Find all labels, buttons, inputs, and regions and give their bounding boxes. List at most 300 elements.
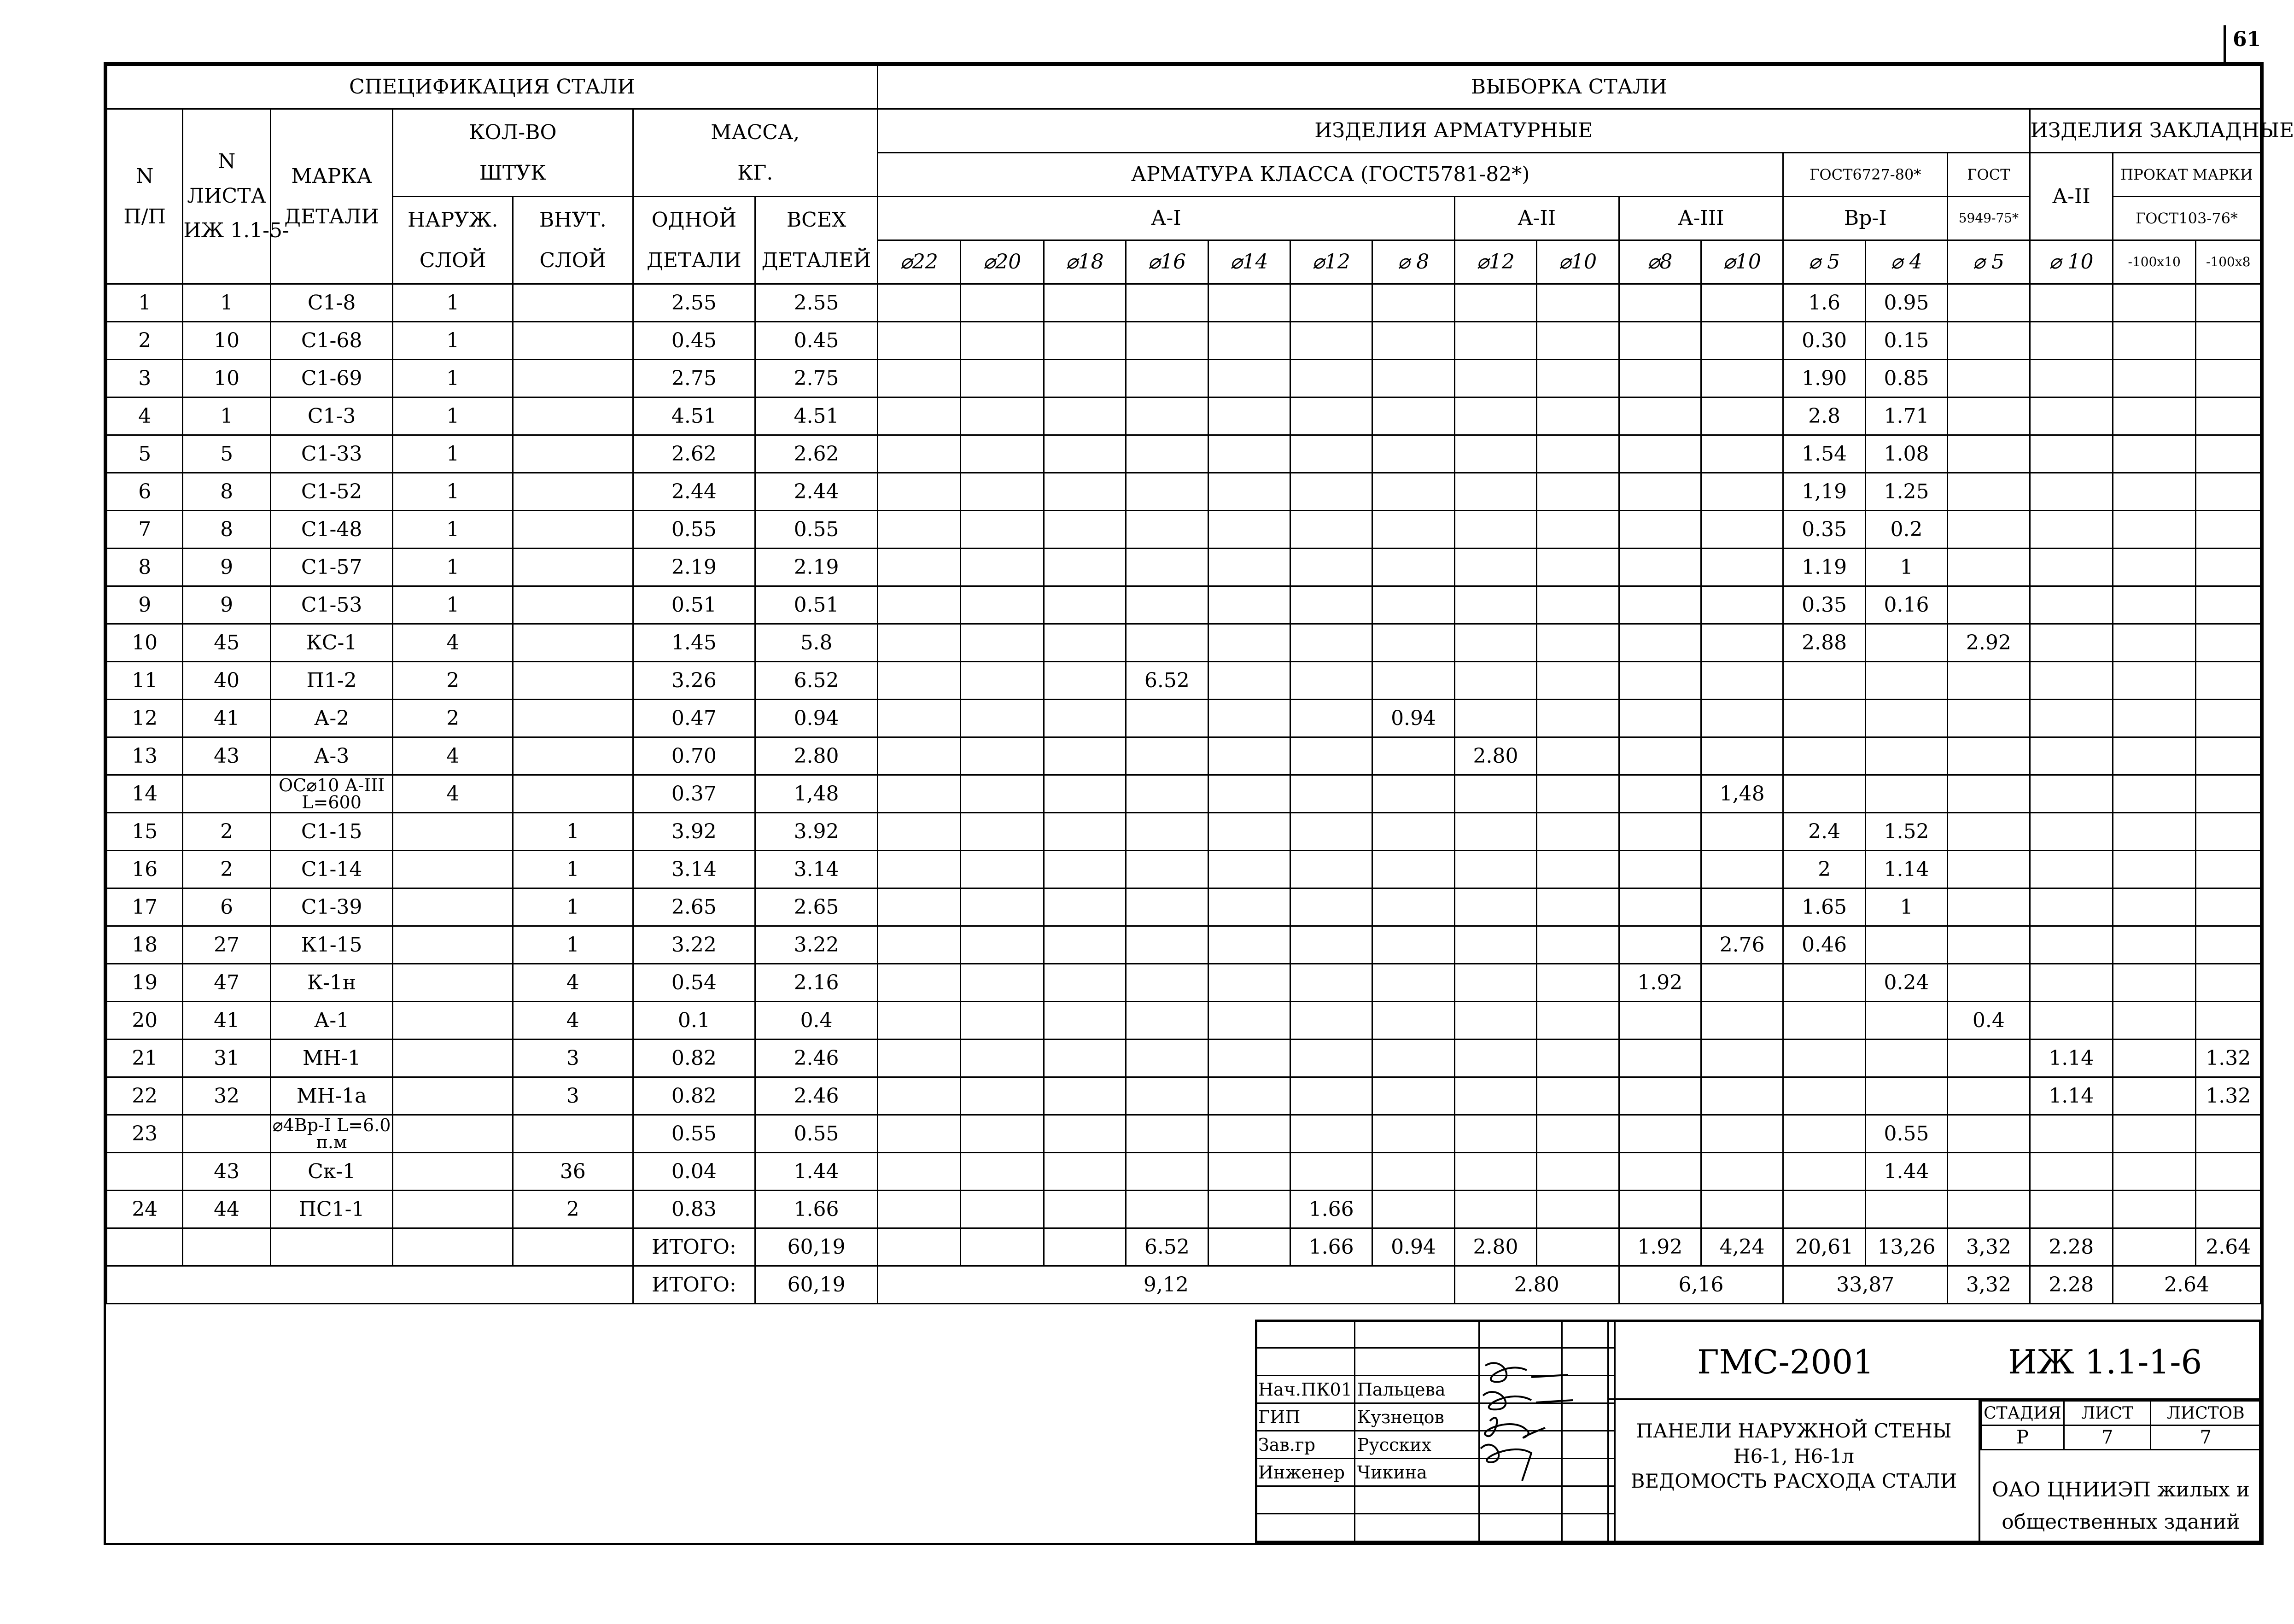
table-cell [1044,775,1126,813]
table-cell: 13 [107,737,183,775]
table-cell [877,700,960,737]
table-cell [961,888,1044,926]
table-cell [1372,1191,1454,1228]
table-cell [2030,1115,2113,1153]
gost5949-header: 5949-75* [1948,197,2030,240]
table-row [107,360,2261,397]
table-cell: 1 [393,511,513,549]
table-cell: 2.65 [755,888,878,926]
table-cell [1208,1115,1290,1153]
table-cell [1619,397,1701,435]
table-cell [2196,549,2261,586]
table-cell [393,813,513,851]
table-cell [1208,964,1290,1002]
table-cell: 41 [183,1002,270,1040]
table-cell: 8 [107,549,183,586]
table-cell [2196,1115,2261,1153]
spec-group-header: СПЕЦИФИКАЦИЯ СТАЛИ [107,65,878,109]
table-cell [1619,435,1701,473]
table-cell [1208,1191,1290,1228]
table-cell: 2.55 [633,284,755,322]
table-cell [2196,284,2261,322]
table-cell: 10 [107,624,183,662]
table-row [107,1115,2261,1153]
table-cell: 43 [183,1153,270,1191]
table-cell: А-2 [270,700,393,737]
table-cell [1126,511,1208,549]
table-cell: 41 [183,700,270,737]
table-cell [961,1191,1044,1228]
table-cell [2113,662,2196,700]
table-cell [513,322,633,360]
table-cell: 1 [393,397,513,435]
table-cell [1208,851,1290,888]
table-cell: 17 [107,888,183,926]
table-cell [1044,1077,1126,1115]
table-cell [1208,360,1290,397]
total-cell: 6.52 [1126,1228,1208,1266]
table-cell: 1 [107,284,183,322]
table-cell [2113,700,2196,737]
table-cell [1948,284,2030,322]
table-cell [1783,1153,1865,1191]
table-cell: 43 [183,737,270,775]
table-cell: 18 [107,926,183,964]
table-cell [2030,586,2113,624]
table-cell [961,775,1044,813]
table-cell [1865,737,1947,775]
table-cell [2030,1002,2113,1040]
table-cell: 3.14 [755,851,878,888]
table-cell [1701,473,1783,511]
table-cell: 44 [183,1191,270,1228]
table-cell [1537,1153,1619,1191]
table-cell: 3.14 [633,851,755,888]
table-cell [1537,322,1619,360]
table-cell [961,1040,1044,1077]
table-cell [877,964,960,1002]
table-cell [1948,1040,2030,1077]
table-cell: 1,48 [1701,775,1783,813]
table-cell: 3 [513,1040,633,1077]
table-cell [1948,322,2030,360]
table-cell: 1 [513,813,633,851]
table-cell: 7 [107,511,183,549]
table-cell: ОС⌀10 А-III L=600 [270,775,393,813]
table-cell [877,397,960,435]
table-cell [2030,851,2113,888]
table-cell: С1-57 [270,549,393,586]
table-cell [1290,964,1372,1002]
table-row [107,549,2261,586]
table-cell [1948,926,2030,964]
table-cell [961,851,1044,888]
table-cell [1126,964,1208,1002]
table-cell: 2.46 [755,1077,878,1115]
table-cell: МН-1 [270,1040,393,1077]
table-cell: 2.92 [1948,624,2030,662]
sheets-value: 7 [2151,1425,2261,1450]
table-cell [393,1077,513,1115]
table-cell [1126,888,1208,926]
table-cell [1537,624,1619,662]
table-cell [1372,851,1454,888]
table-cell [1372,322,1454,360]
diameter-header: ⌀ 10 [2030,240,2113,284]
table-cell [1783,700,1865,737]
table-cell [1454,435,1536,473]
table-cell [2030,662,2113,700]
total-cell [877,1228,960,1266]
table-cell [961,1115,1044,1153]
table-cell [1290,813,1372,851]
table-cell [1372,737,1454,775]
table-cell: 0.46 [1783,926,1865,964]
table-cell [877,775,960,813]
total-cell: 2.64 [2196,1228,2261,1266]
table-cell [1701,1040,1783,1077]
table-cell [1044,662,1126,700]
table-cell: МН-1а [270,1077,393,1115]
table-cell: 4 [393,775,513,813]
table-cell [2113,284,2196,322]
table-row [107,964,2261,1002]
table-cell: 0.45 [755,322,878,360]
table-cell [1372,549,1454,586]
diameter-header: ⌀20 [961,240,1044,284]
total-cell: 3,32 [1948,1228,2030,1266]
table-cell [1619,511,1701,549]
table-cell [1126,851,1208,888]
table-cell: К-1н [270,964,393,1002]
table-cell [1044,360,1126,397]
table-cell [1208,775,1290,813]
table-cell [961,435,1044,473]
col-mark-header: МАРКА ДЕТАЛИ [270,109,393,284]
table-cell: 45 [183,624,270,662]
table-cell [1619,322,1701,360]
table-cell [877,926,960,964]
table-cell [513,360,633,397]
table-cell: 2 [393,700,513,737]
total-cell: 1.66 [1290,1228,1372,1266]
table-cell: С1-48 [270,511,393,549]
table-cell [2113,737,2196,775]
table-cell [2196,1191,2261,1228]
table-cell [2030,624,2113,662]
table-cell [877,624,960,662]
table-cell: 5.8 [755,624,878,662]
table-cell [1290,322,1372,360]
table-cell [183,1115,270,1153]
table-cell: 4 [107,397,183,435]
a2-emb-header: А-II [2030,153,2113,240]
table-cell: 32 [183,1077,270,1115]
table-cell: 0.51 [755,586,878,624]
emb-products-header: ИЗДЕЛИЯ ЗАКЛАДНЫЕ [2030,109,2260,153]
table-cell [961,662,1044,700]
title-block [1255,1320,2261,1543]
table-cell [513,586,633,624]
table-cell: 2.4 [1783,813,1865,851]
table-cell [1290,511,1372,549]
table-cell [1454,1040,1536,1077]
table-cell [1619,1040,1701,1077]
table-cell: 1.44 [1865,1153,1947,1191]
table-cell [2196,813,2261,851]
table-cell [961,511,1044,549]
table-cell [2196,700,2261,737]
table-cell [107,1228,183,1266]
table-cell [2113,322,2196,360]
table-row [107,813,2261,851]
table-cell: 3.22 [633,926,755,964]
table-cell: Ск-1 [270,1153,393,1191]
diameter-header: -100x8 [2196,240,2261,284]
table-cell [1044,1002,1126,1040]
table-cell [2113,851,2196,888]
diameter-header: ⌀14 [1208,240,1290,284]
total-cell: 0.94 [1372,1228,1454,1266]
table-cell [2196,851,2261,888]
table-cell [393,1040,513,1077]
table-cell: А-3 [270,737,393,775]
sample-group-header: ВЫБОРКА СТАЛИ [877,65,2260,109]
table-cell: 3 [107,360,183,397]
table-cell [1290,926,1372,964]
table-cell [877,1191,960,1228]
grand-gost5949: 3,32 [1948,1266,2030,1304]
table-cell [1619,888,1701,926]
table-cell [2030,435,2113,473]
table-cell [877,549,960,586]
table-cell [2030,813,2113,851]
table-cell [1454,360,1536,397]
doc-code: ИЖ 1.1-1-6 [2008,1343,2202,1381]
table-cell: 0.55 [633,511,755,549]
table-cell [961,737,1044,775]
table-cell: 1.71 [1865,397,1947,435]
table-cell: 12 [107,700,183,737]
table-cell [1537,1077,1619,1115]
table-cell: 5 [107,435,183,473]
stamp-role [1256,1486,1355,1514]
table-cell: С1-68 [270,322,393,360]
table-cell: 1.90 [1783,360,1865,397]
table-cell [1619,737,1701,775]
table-row [107,1153,2261,1191]
stamp-role [1256,1514,1355,1542]
table-cell [1126,1040,1208,1077]
table-cell [1454,1115,1536,1153]
table-cell: 2.88 [1783,624,1865,662]
table-cell [1044,851,1126,888]
col-np-header: N П/П [107,109,183,284]
table-cell: 0.54 [633,964,755,1002]
table-cell [1701,1077,1783,1115]
total-cell [961,1228,1044,1266]
table-cell [2113,926,2196,964]
table-cell: С1-15 [270,813,393,851]
table-cell [1948,737,2030,775]
table-cell [1372,1077,1454,1115]
table-cell [183,775,270,813]
total-label: ИТОГО: [633,1228,755,1266]
col-mass-header: МАССА, КГ. [633,109,877,197]
table-cell: 0.82 [633,1040,755,1077]
table-cell: 2.80 [1454,737,1536,775]
table-cell [2113,624,2196,662]
table-cell [1044,700,1126,737]
table-cell [1783,964,1865,1002]
table-row [107,435,2261,473]
table-cell [1290,360,1372,397]
table-cell [2030,473,2113,511]
table-cell [1454,586,1536,624]
table-cell [1619,360,1701,397]
table-row [107,586,2261,624]
table-cell [1208,1153,1290,1191]
stamp-name [1354,1486,1479,1514]
table-cell [1701,700,1783,737]
table-cell [1701,624,1783,662]
diameter-header: ⌀12 [1290,240,1372,284]
table-cell [1372,888,1454,926]
table-cell [961,322,1044,360]
table-cell [1454,322,1536,360]
table-cell [1619,1002,1701,1040]
table-cell: КС-1 [270,624,393,662]
table-cell: 2.75 [633,360,755,397]
table-cell [2030,397,2113,435]
table-cell [1537,964,1619,1002]
table-cell [2113,473,2196,511]
table-cell [2113,888,2196,926]
table-cell: 9 [183,586,270,624]
col-inner-header: ВНУТ. СЛОЙ [513,197,633,284]
table-cell [1454,888,1536,926]
table-cell [1372,926,1454,964]
table-cell [961,284,1044,322]
table-cell [1865,775,1947,813]
table-cell [1044,813,1126,851]
table-cell: 1.08 [1865,435,1947,473]
table-cell [1372,775,1454,813]
table-cell [1537,284,1619,322]
table-cell [1208,549,1290,586]
table-cell [1454,700,1536,737]
total-mass: 60,19 [755,1228,878,1266]
table-cell [1290,737,1372,775]
table-cell [1208,888,1290,926]
table-cell [183,1228,270,1266]
table-cell [513,624,633,662]
table-cell: ПС1-1 [270,1191,393,1228]
table-cell [877,284,960,322]
table-cell [961,964,1044,1002]
table-cell [961,397,1044,435]
table-cell [1865,662,1947,700]
stage-value: Р [1981,1425,2064,1450]
table-cell [1044,926,1126,964]
diameter-header: ⌀10 [1537,240,1619,284]
table-cell: 0.55 [633,1115,755,1153]
table-cell [1454,397,1536,435]
diameter-header: ⌀16 [1126,240,1208,284]
stamp-name: Кузнецов [1354,1403,1479,1431]
table-cell: 9 [183,549,270,586]
table-cell [1290,397,1372,435]
table-cell [1701,586,1783,624]
table-cell [2113,1115,2196,1153]
table-cell: 2 [107,322,183,360]
table-cell [961,700,1044,737]
table-cell [1044,322,1126,360]
sheet-value: 7 [2064,1425,2151,1450]
table-cell [1783,775,1865,813]
stamp-name [1354,1514,1479,1542]
table-cell: 0.45 [633,322,755,360]
total-cell [1208,1228,1290,1266]
table-cell: 6 [107,473,183,511]
table-cell [1044,397,1126,435]
table-cell [2196,624,2261,662]
table-cell: 0.51 [633,586,755,624]
table-cell: 0.94 [1372,700,1454,737]
total-cell: 1.92 [1619,1228,1701,1266]
table-cell [1619,851,1701,888]
table-cell [513,473,633,511]
table-cell: 47 [183,964,270,1002]
table-cell [2113,549,2196,586]
table-cell [1537,1040,1619,1077]
table-cell [1701,511,1783,549]
table-cell [1701,813,1783,851]
table-cell [1044,964,1126,1002]
table-cell: 1 [393,586,513,624]
table-cell [393,1191,513,1228]
table-cell [1865,1191,1947,1228]
table-row [107,284,2261,322]
table-cell: 14 [107,775,183,813]
table-row [107,737,2261,775]
table-cell [2196,888,2261,926]
total-cell: 2.28 [2030,1228,2113,1266]
table-cell: 1.45 [633,624,755,662]
table-cell [1701,1115,1783,1153]
table-cell: 11 [107,662,183,700]
table-cell: 0.82 [633,1077,755,1115]
table-cell [1454,1191,1536,1228]
table-cell [1290,1040,1372,1077]
table-cell [1208,473,1290,511]
table-cell [1372,813,1454,851]
table-cell [1701,1002,1783,1040]
table-cell [1372,511,1454,549]
table-cell [877,511,960,549]
table-cell [1044,473,1126,511]
diameter-header: ⌀18 [1044,240,1126,284]
table-cell [1537,473,1619,511]
stamp-role: Инженер [1256,1459,1355,1486]
table-cell [1126,1153,1208,1191]
table-cell [1372,1115,1454,1153]
table-cell [513,284,633,322]
table-cell [1208,813,1290,851]
table-cell [1619,1153,1701,1191]
table-cell: 1 [393,360,513,397]
table-cell: А-1 [270,1002,393,1040]
